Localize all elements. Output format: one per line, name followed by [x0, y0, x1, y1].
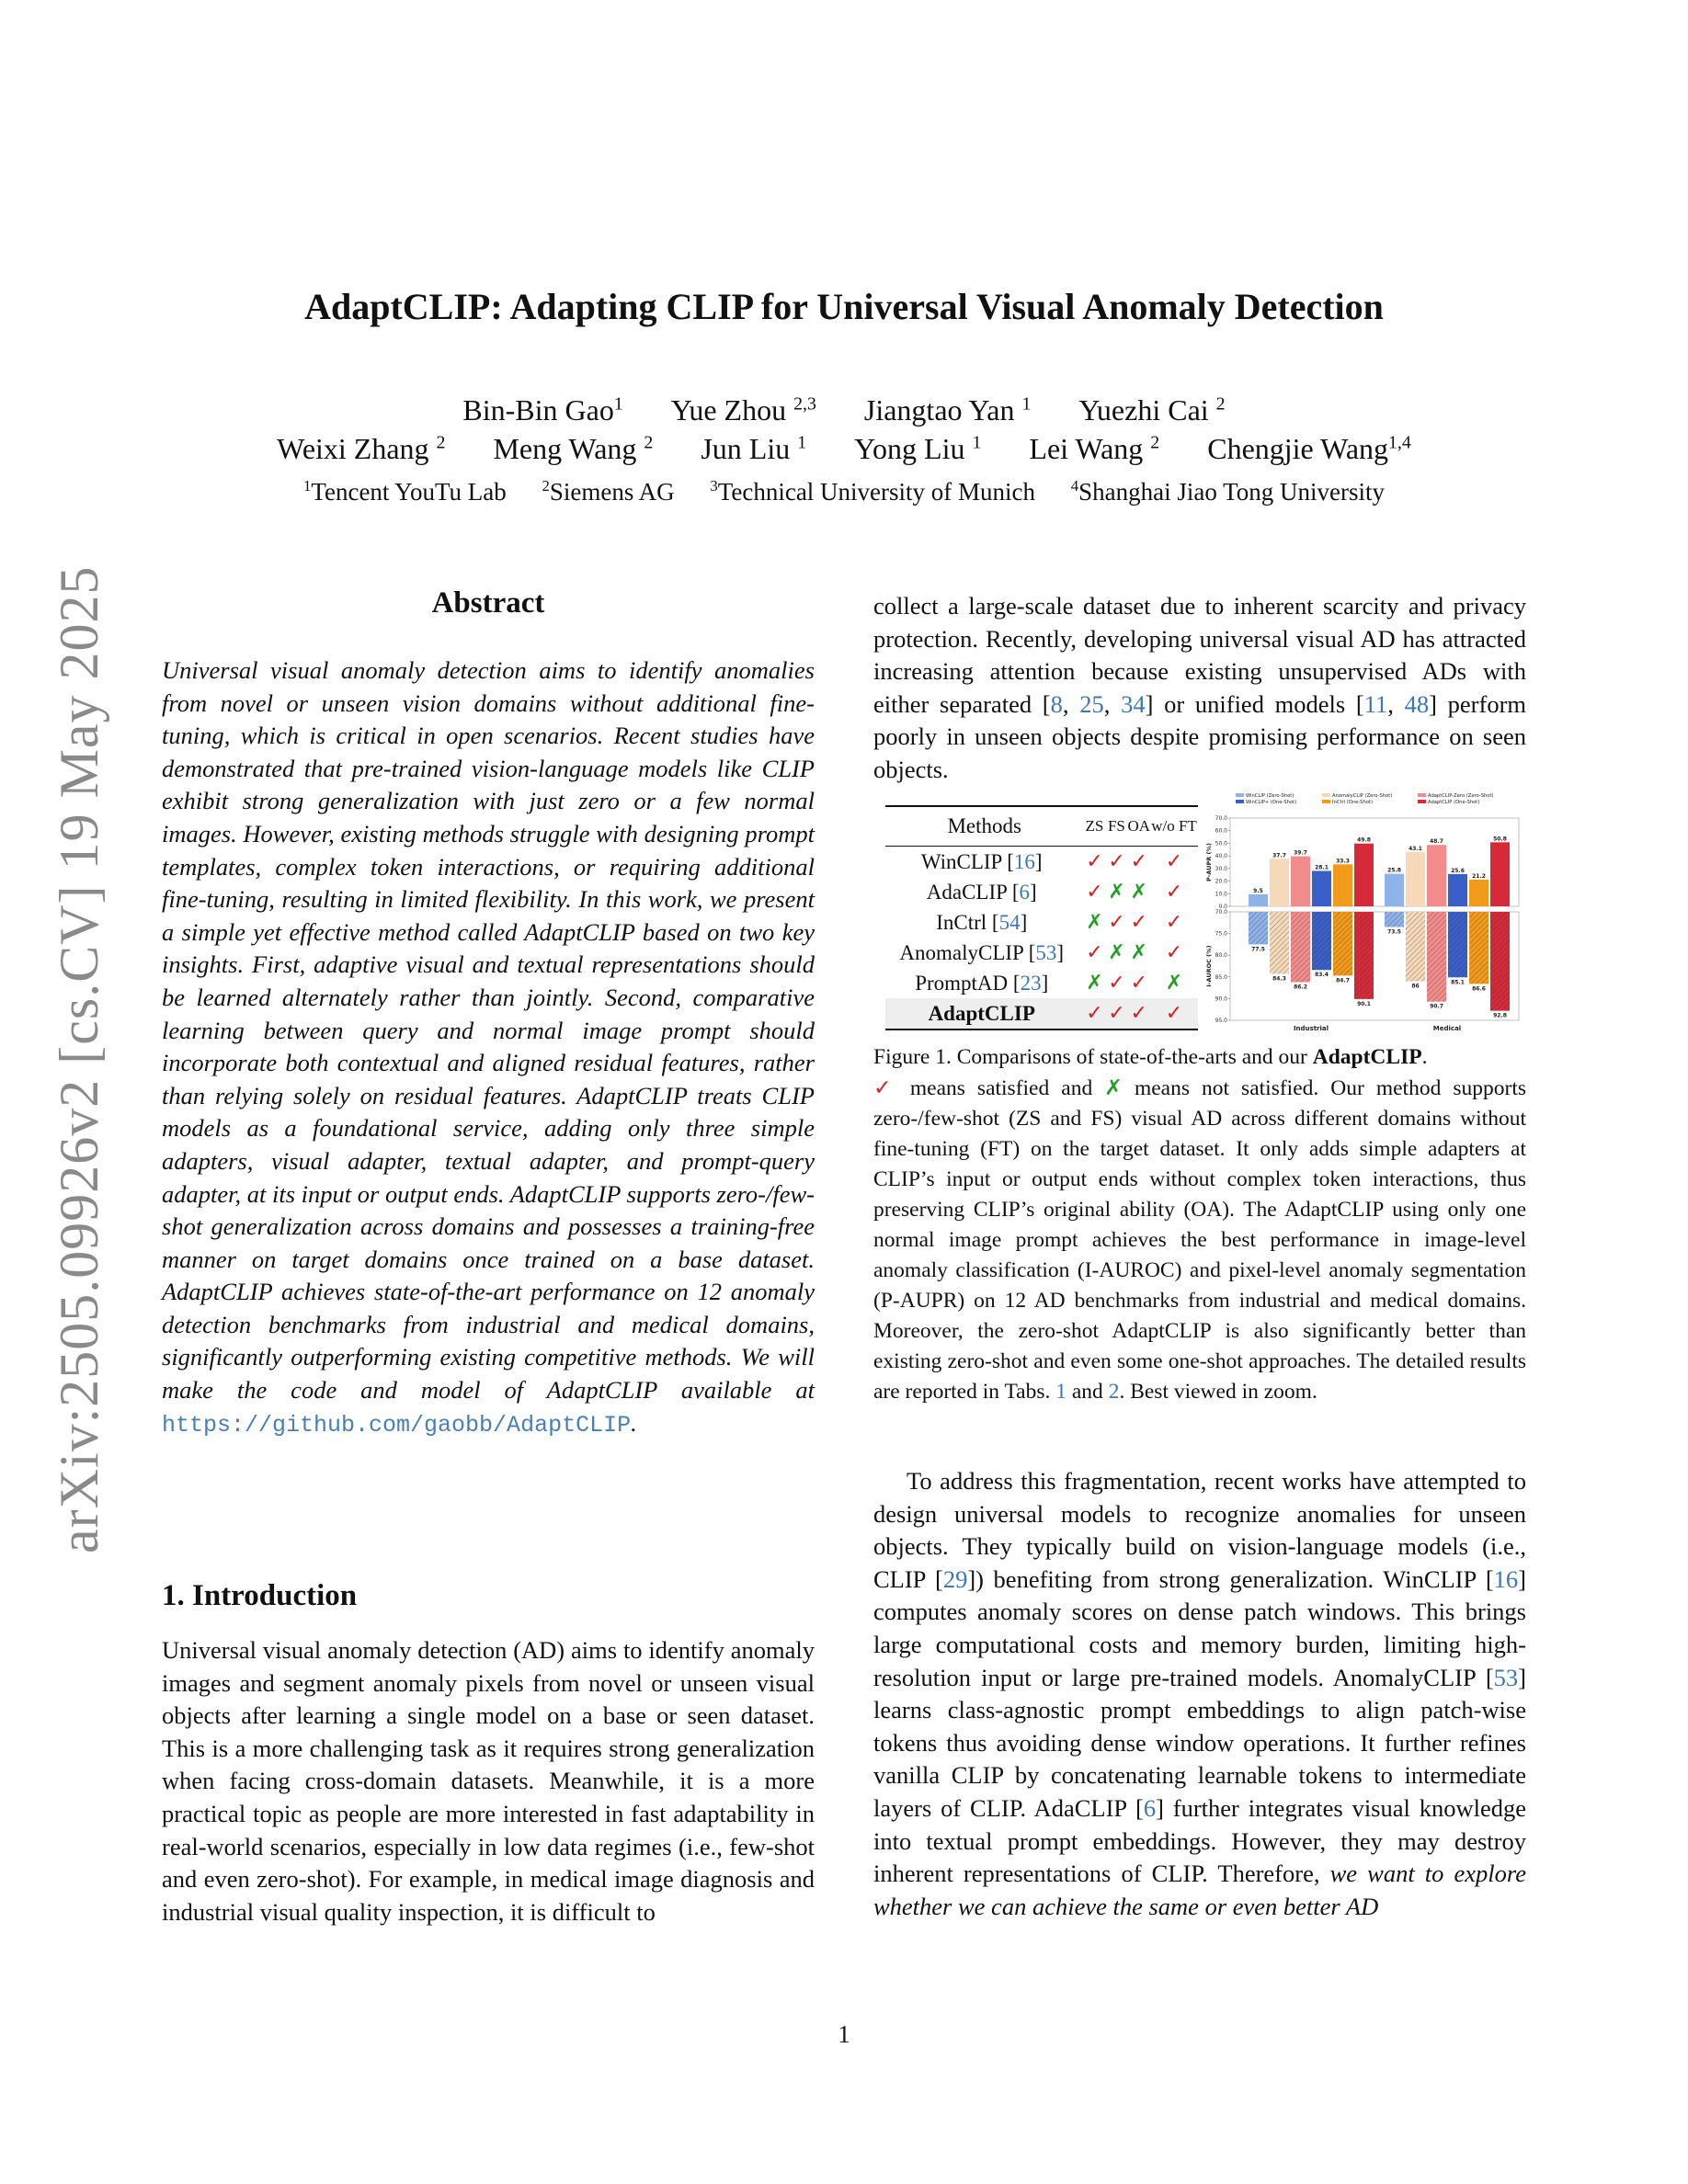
cross-icon: ✗ — [1104, 1075, 1123, 1100]
citation[interactable]: 6 — [1019, 881, 1030, 904]
bar — [1490, 842, 1510, 906]
data-label: 28.1 — [1315, 864, 1329, 871]
check-icon: ✓ — [1108, 850, 1125, 873]
data-label: 84.3 — [1272, 975, 1286, 983]
col-zs: ZS — [1083, 806, 1105, 847]
bar-hatch — [1354, 912, 1374, 999]
abstract-text: Universal visual anomaly detection aims to identify anomalies from novel or unseen vision domains without additional fine-tuning, which is critical in open scenarios. Recent studies have demonstrated that pre-trained vision-language models like CLIP exhibit strong generalization with just zero or a few normal images. However, existing methods struggle with designing prompt templates, complex token interactions, or requiring additional fine-tuning, resulting in limited flexibility. In this work, we present a simple yet effective method called AdaptCLIP based on two key insights. First, adaptive visual and textual representations should be learned alternately rather than jointly. Second, comparative learning between query and normal image prompt should incorporate both contextual and aligned residual features, rather than relying solely on residual features. AdaptCLIP treats CLIP models as a foundational service, adding only three simple adapters, visual adapter, textual adapter, and prompt-query adapter, at its input or output ends. AdaptCLIP supports zero-/few-shot generalization across domains and possesses a training-free manner on target domains once trained on a base dataset. AdaptCLIP achieves state-of-the-art performance on 12 anomaly detection benchmarks from industrial and medical domains, significantly outperforming existing competitive methods. We will make the code and model of AdaptCLIP available at — [162, 656, 815, 1405]
bar-hatch — [1406, 912, 1425, 982]
data-label: 50.8 — [1493, 836, 1507, 843]
legend-swatch — [1322, 800, 1330, 803]
author: Weixi Zhang $^2$ — [277, 432, 446, 465]
check-icon: ✓ — [1108, 972, 1125, 995]
check-icon: ✓ — [1130, 911, 1147, 934]
bar-hatch — [1270, 912, 1289, 973]
author: Lei Wang $^2$ — [1029, 432, 1160, 465]
check-icon: ✓ — [1130, 972, 1147, 995]
arxiv-stamp: arXiv:2505.09926v2 [cs.CV] 19 May 2025 — [49, 565, 109, 1553]
affiliation: $^2$Siemens AG — [542, 477, 675, 506]
data-label: 9.5 — [1253, 887, 1263, 894]
legend-swatch — [1418, 793, 1426, 797]
col-fs: FS — [1105, 806, 1127, 847]
y-tick-label: 0.0 — [1218, 904, 1227, 910]
legend-swatch — [1236, 800, 1244, 803]
citation[interactable]: 53 — [1035, 941, 1057, 964]
legend-label: AnomalyCLIP (Zero-Shot) — [1332, 793, 1393, 799]
bar — [1427, 845, 1446, 906]
legend-label: AdaptCLIP-Zero (Zero-Shot) — [1428, 793, 1494, 799]
bar-hatch — [1469, 912, 1488, 984]
check-icon: ✓ — [1150, 998, 1198, 1029]
check-icon: ✓ — [1086, 881, 1103, 904]
authors-line-1 — [0, 393, 1688, 427]
comparison-chart — [1204, 792, 1521, 1035]
x-tick-label: Medical — [1432, 1025, 1462, 1032]
y-tick-label: 10.0 — [1215, 891, 1227, 898]
author: Jun Liu $^1$ — [701, 432, 807, 465]
y-tick-label: 60.0 — [1215, 827, 1227, 835]
author: Yuezhi Cai $^2$ — [1078, 393, 1226, 427]
abstract-heading: Abstract — [431, 586, 545, 620]
legend-label: AdaptCLIP (One-Shot) — [1428, 800, 1480, 805]
bar — [1312, 870, 1331, 906]
data-label: 83.4 — [1315, 972, 1329, 979]
citation[interactable]: 11 — [1363, 689, 1388, 718]
y-tick-label: 90.0 — [1215, 995, 1227, 1003]
citation[interactable]: 16 — [1493, 1564, 1519, 1593]
authors-line-2 — [0, 432, 1688, 466]
legend-label: WinCLIP (Zero-Shot) — [1246, 793, 1295, 799]
data-label: 86.6 — [1472, 985, 1486, 993]
method-name: AdaCLIP [6] — [926, 881, 1037, 904]
citation[interactable]: 25 — [1079, 689, 1104, 718]
citation[interactable]: 6 — [1143, 1793, 1157, 1822]
bar — [1354, 844, 1374, 906]
y-axis-label: I-AUROC (%) — [1205, 945, 1213, 987]
cross-icon: ✗ — [1165, 972, 1183, 995]
y-tick-label: 50.0 — [1215, 840, 1227, 847]
check-icon: ✓ — [873, 1075, 898, 1100]
check-icon: ✓ — [1127, 998, 1150, 1029]
data-label: 43.1 — [1409, 845, 1422, 852]
data-label: 25.8 — [1387, 867, 1401, 874]
bar-hatch — [1427, 912, 1446, 1002]
cross-icon: ✗ — [1130, 941, 1147, 964]
check-icon: ✓ — [1165, 881, 1183, 904]
bar-hatch — [1291, 912, 1310, 982]
check-icon: ✓ — [1105, 998, 1127, 1029]
table-ref[interactable]: 1 — [1055, 1380, 1066, 1404]
right-top-text: collect a large-scale dataset due to inherent scarcity and privacy protection. Recently, developing universal visual AD has attracted increasing attention because existing unsupervised ADs with either separated [8, 25, 34] or unified models [11, 48] perform poorly in unseen objects despite promising performance on seen objects. — [873, 592, 1527, 783]
table-row — [885, 968, 1198, 998]
bar-hatch — [1312, 912, 1331, 970]
check-icon: ✓ — [1165, 911, 1183, 934]
legend-label: WinCLIP+ (One-Shot) — [1246, 800, 1297, 805]
x-tick-label: Industrial — [1293, 1025, 1329, 1032]
citation[interactable]: 34 — [1121, 689, 1146, 718]
table-row — [885, 938, 1198, 968]
check-icon: ✓ — [1130, 850, 1147, 873]
author: Yue Zhou $^{2,3}$ — [670, 393, 816, 427]
data-label: 33.3 — [1336, 858, 1350, 865]
data-label: 85.1 — [1451, 979, 1465, 986]
paper-title: AdaptCLIP: Adapting CLIP for Universal Visual Anomaly Detection — [304, 286, 1384, 327]
y-tick-label: 20.0 — [1215, 878, 1227, 885]
method-name: PromptAD [23] — [915, 972, 1049, 995]
legend-label: InCtrl (One-Shot) — [1332, 800, 1373, 805]
abstract-body: Universal visual anomaly detection aims to identify anomalies from novel or unseen vision domains without additional fine-tuning, which is critical in open scenarios. Recent studies have demonstrated that pre-trained vision-language models like CLIP exhibit strong generalization with just zero or a few normal images. However, existing methods struggle with designing prompt templates, complex token interactions, or requiring additional fine-tuning, resulting in limited flexibility. In this work, we present a simple yet effective method called AdaptCLIP based on two key insights. First, adaptive visual and textual representations should be learned alternately rather than jointly. Second, comparative learning between query and normal image prompt should incorporate both contextual and aligned residual features, rather than relying solely on residual features. AdaptCLIP treats CLIP models as a foundational service, adding only three simple adapters, visual adapter, textual adapter, and prompt-query adapter, at its input or output ends. AdaptCLIP supports zero-/few-shot generalization across domains and possesses a training-free manner on target domains once trained on a base dataset. AdaptCLIP achieves state-of-the-art performance on 12 anomaly detection benchmarks from industrial and medical domains, significantly outperforming existing competitive methods. We will make the code and model of AdaptCLIP available at https://github.com/gaobb/AdaptCLIP. — [162, 656, 815, 1439]
data-label: 25.6 — [1451, 867, 1465, 874]
y-tick-label: 95.0 — [1215, 1018, 1227, 1024]
legend-swatch — [1418, 800, 1426, 803]
bar-hatch — [1333, 912, 1352, 975]
citation[interactable]: 53 — [1493, 1663, 1519, 1691]
citation[interactable]: 48 — [1404, 689, 1430, 718]
method-name: InCtrl [54] — [936, 911, 1028, 934]
citation[interactable]: 54 — [998, 911, 1021, 934]
check-icon: ✓ — [1165, 941, 1183, 964]
cross-icon: ✗ — [1086, 972, 1103, 995]
data-label: 37.7 — [1272, 852, 1286, 859]
col-methods: Methods — [885, 806, 1083, 847]
check-icon: ✓ — [1086, 850, 1103, 873]
bar — [1469, 880, 1488, 906]
y-axis-label: P-AUPR (%) — [1205, 843, 1213, 882]
data-label: 73.5 — [1387, 928, 1401, 936]
check-icon: ✓ — [1165, 850, 1183, 873]
figure-caption: Figure 1. Comparisons of state-of-the-arts and our AdaptCLIP. ✓ means satisfied and ✗ means not satisfied. Our method supports zero-/few-shot (ZS and FS) visual AD across different domains without fine-tuning (FT) on the target dataset. It only adds simple adapters at CLIP’s input or output ends without complex token interactions, thus preserving CLIP’s original ability (OA). The AdaptCLIP using only one normal image prompt achieves the best performance in image-level anomaly classification (I-AUROC) and pixel-level anomaly segmentation (P-AUPR) on 12 AD benchmarks from industrial and medical domains. Moreover, the zero-shot AdaptCLIP is also significantly better than existing zero-shot and even some one-shot approaches. The detailed results are reported in Tabs. 1 and 2. Best viewed in zoom. — [873, 1045, 1526, 1404]
intro-body — [162, 1634, 815, 1928]
col-oa: OA — [1127, 806, 1150, 847]
citation[interactable]: 16 — [1013, 850, 1035, 873]
data-label: 90.7 — [1430, 1003, 1443, 1010]
cross-icon: ✗ — [1108, 941, 1125, 964]
affiliation: $^4$Shanghai Jiao Tong University — [1070, 477, 1385, 506]
bar — [1249, 894, 1268, 906]
bar — [1448, 874, 1467, 906]
affiliation: $^3$Technical University of Munich — [710, 477, 1036, 506]
legend-swatch — [1236, 793, 1244, 797]
y-tick-label: 70.0 — [1215, 815, 1227, 822]
table-row — [885, 847, 1198, 878]
citation[interactable]: 29 — [942, 1564, 968, 1593]
table-row — [885, 998, 1198, 1029]
check-icon: ✓ — [1083, 998, 1105, 1029]
table-row — [885, 877, 1198, 907]
method-name: WinCLIP [16] — [920, 850, 1043, 873]
y-tick-label: 80.0 — [1215, 952, 1227, 960]
bar-hatch — [1249, 912, 1268, 944]
check-icon: ✓ — [1108, 911, 1125, 934]
bar — [1270, 859, 1289, 906]
citation[interactable]: 8 — [1050, 689, 1063, 718]
author: Chengjie Wang$^{1,4}$ — [1207, 432, 1411, 465]
data-label: 49.8 — [1357, 836, 1371, 844]
table-ref[interactable]: 2 — [1108, 1380, 1120, 1404]
y-tick-label: 75.0 — [1215, 930, 1227, 938]
author: Yong Liu $^1$ — [854, 432, 982, 465]
bar — [1333, 864, 1352, 906]
method-name: AnomalyCLIP [53] — [899, 941, 1065, 964]
author: Jiangtao Yan $^1$ — [863, 393, 1032, 427]
intro-heading: 1. Introduction — [162, 1579, 358, 1612]
data-label: 39.7 — [1294, 849, 1307, 857]
intro-text: Universal visual anomaly detection (AD) aims to identify anomaly images and segment anomaly pixels from novel or unseen visual objects after learning a single model on a base or seen dataset. This is a more challenging task as it requires strong generalization when facing cross-domain datasets. Meanwhile, it is a more practical topic as people are more interested in fast adaptability in real-world scenarios, especially in low data regimes (i.e., few-shot and even zero-shot). For example, in medical image diagnosis and industrial visual quality inspection, it is difficult to — [162, 1636, 815, 1926]
code-link[interactable]: https://github.com/gaobb/AdaptCLIP — [162, 1411, 632, 1439]
citation[interactable]: 23 — [1020, 972, 1042, 995]
page-number: 1 — [838, 2020, 850, 2048]
data-label: 77.5 — [1251, 946, 1265, 953]
comparison-table — [885, 805, 1198, 1030]
bar-hatch — [1385, 912, 1404, 927]
data-label: 86 — [1411, 983, 1420, 990]
legend-swatch — [1322, 793, 1330, 797]
data-label: 84.7 — [1336, 977, 1350, 984]
bar-hatch — [1448, 912, 1467, 977]
cross-icon: ✗ — [1130, 881, 1147, 904]
cross-icon: ✗ — [1086, 911, 1103, 934]
y-tick-label: 85.0 — [1215, 973, 1227, 981]
data-label: 86.2 — [1294, 984, 1307, 991]
bar-hatch — [1490, 912, 1510, 1011]
data-label: 90.1 — [1357, 1000, 1371, 1007]
y-tick-label: 70.0 — [1215, 909, 1227, 916]
col-ft: w/o FT — [1150, 806, 1198, 847]
y-tick-label: 30.0 — [1215, 865, 1227, 872]
right-bottom-text: To address this fragmentation, recent works have attempted to design universal models to recognize anomalies for unseen objects. They typically build on vision-language models (i.e., CLIP [29]) benefiting from strong generalization. WinCLIP [16] computes anomaly scores on dense patch windows. This brings large computational costs and memory burden, limiting high-resolution input or large pre-trained models. AnomalyCLIP [53] learns class-agnostic prompt embeddings to align patch-wise tokens thus avoiding dense window operations. It further refines vanilla CLIP by concatenating learnable tokens to intermediate layers of CLIP. AdaCLIP [6] further integrates visual knowledge into textual prompt embeddings. However, they may destroy inherent representations of CLIP. Therefore, we want to explore whether we can achieve the same or even better AD — [873, 1467, 1526, 1920]
affiliation: $^1$Tencent YouTu Lab — [303, 477, 507, 506]
table-row — [885, 907, 1198, 938]
data-label: 21.2 — [1472, 872, 1486, 880]
data-label: 48.7 — [1430, 838, 1443, 846]
data-label: 92.8 — [1493, 1012, 1507, 1019]
y-tick-label: 40.0 — [1215, 853, 1227, 860]
author: Bin-Bin Gao$^1$ — [462, 393, 623, 427]
author: Meng Wang $^2$ — [493, 432, 654, 465]
bar — [1385, 874, 1404, 906]
method-name: AdaptCLIP — [885, 998, 1083, 1029]
bar — [1291, 857, 1310, 906]
cross-icon: ✗ — [1108, 881, 1125, 904]
affiliations — [0, 478, 1688, 506]
bar — [1406, 852, 1425, 906]
check-icon: ✓ — [1086, 941, 1103, 964]
